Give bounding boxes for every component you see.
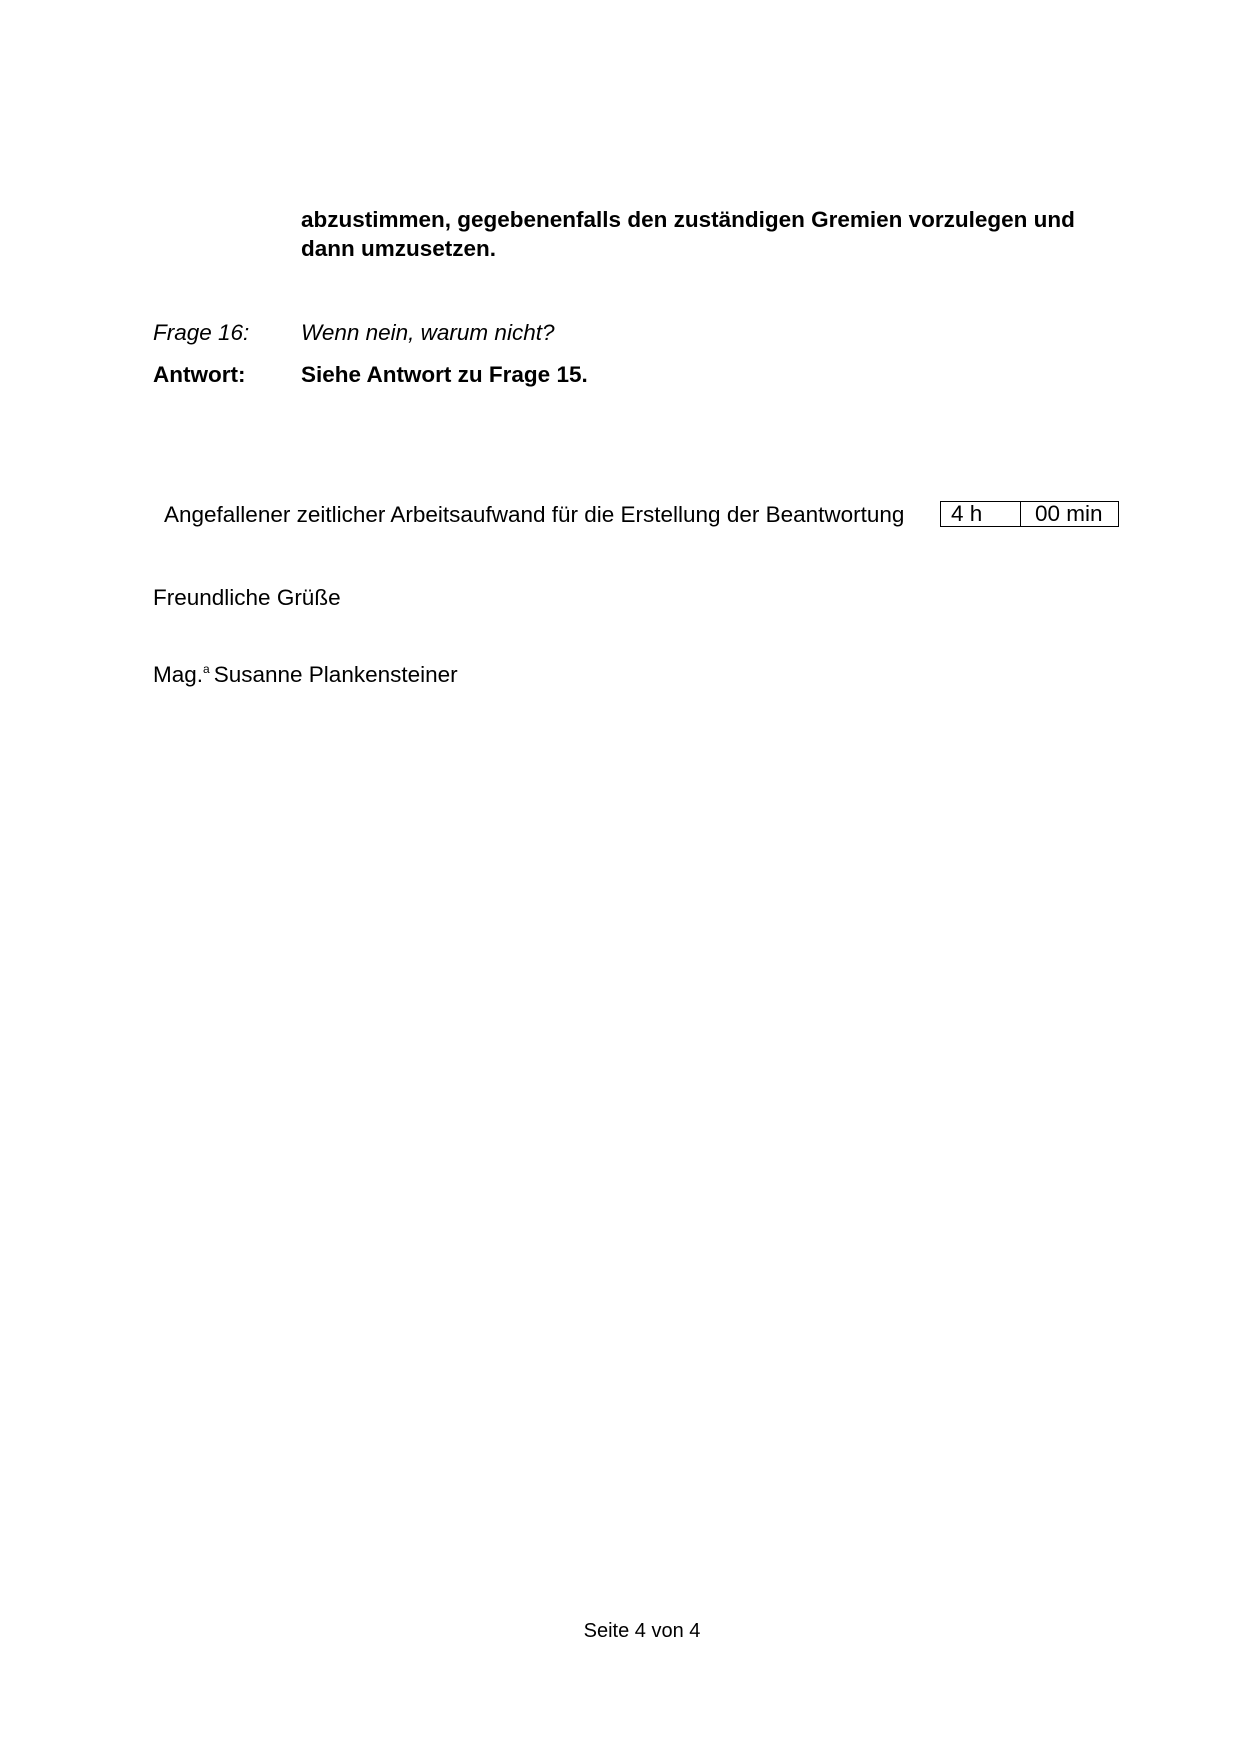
question-label: Frage 16: <box>153 320 250 345</box>
answer-continuation-text: abzustimmen, gegebenenfalls den zuständigen Gremien vorzulegen und dann umzusetzen. <box>301 207 1075 261</box>
effort-minutes: 00 min <box>1035 501 1103 526</box>
page-footer: Seite 4 von 4 <box>583 1620 701 1642</box>
signature-title-superscript: a <box>203 662 210 676</box>
signature-title: Mag. <box>153 662 204 687</box>
answer-text: Siehe Antwort zu Frage 15. <box>301 362 588 387</box>
question-text: Wenn nein, warum nicht? <box>301 320 555 345</box>
closing-greeting: Freundliche Grüße <box>153 585 341 610</box>
signature <box>153 655 458 689</box>
effort-label: Angefallener zeitlicher Arbeitsaufwand für die Erstellung der Beantwortung <box>164 502 905 527</box>
signature-name: Susanne Plankensteiner <box>213 662 458 687</box>
effort-hours: 4 h <box>941 502 1021 526</box>
effort-time-box <box>940 501 1119 527</box>
answer-label: Antwort: <box>153 362 246 387</box>
